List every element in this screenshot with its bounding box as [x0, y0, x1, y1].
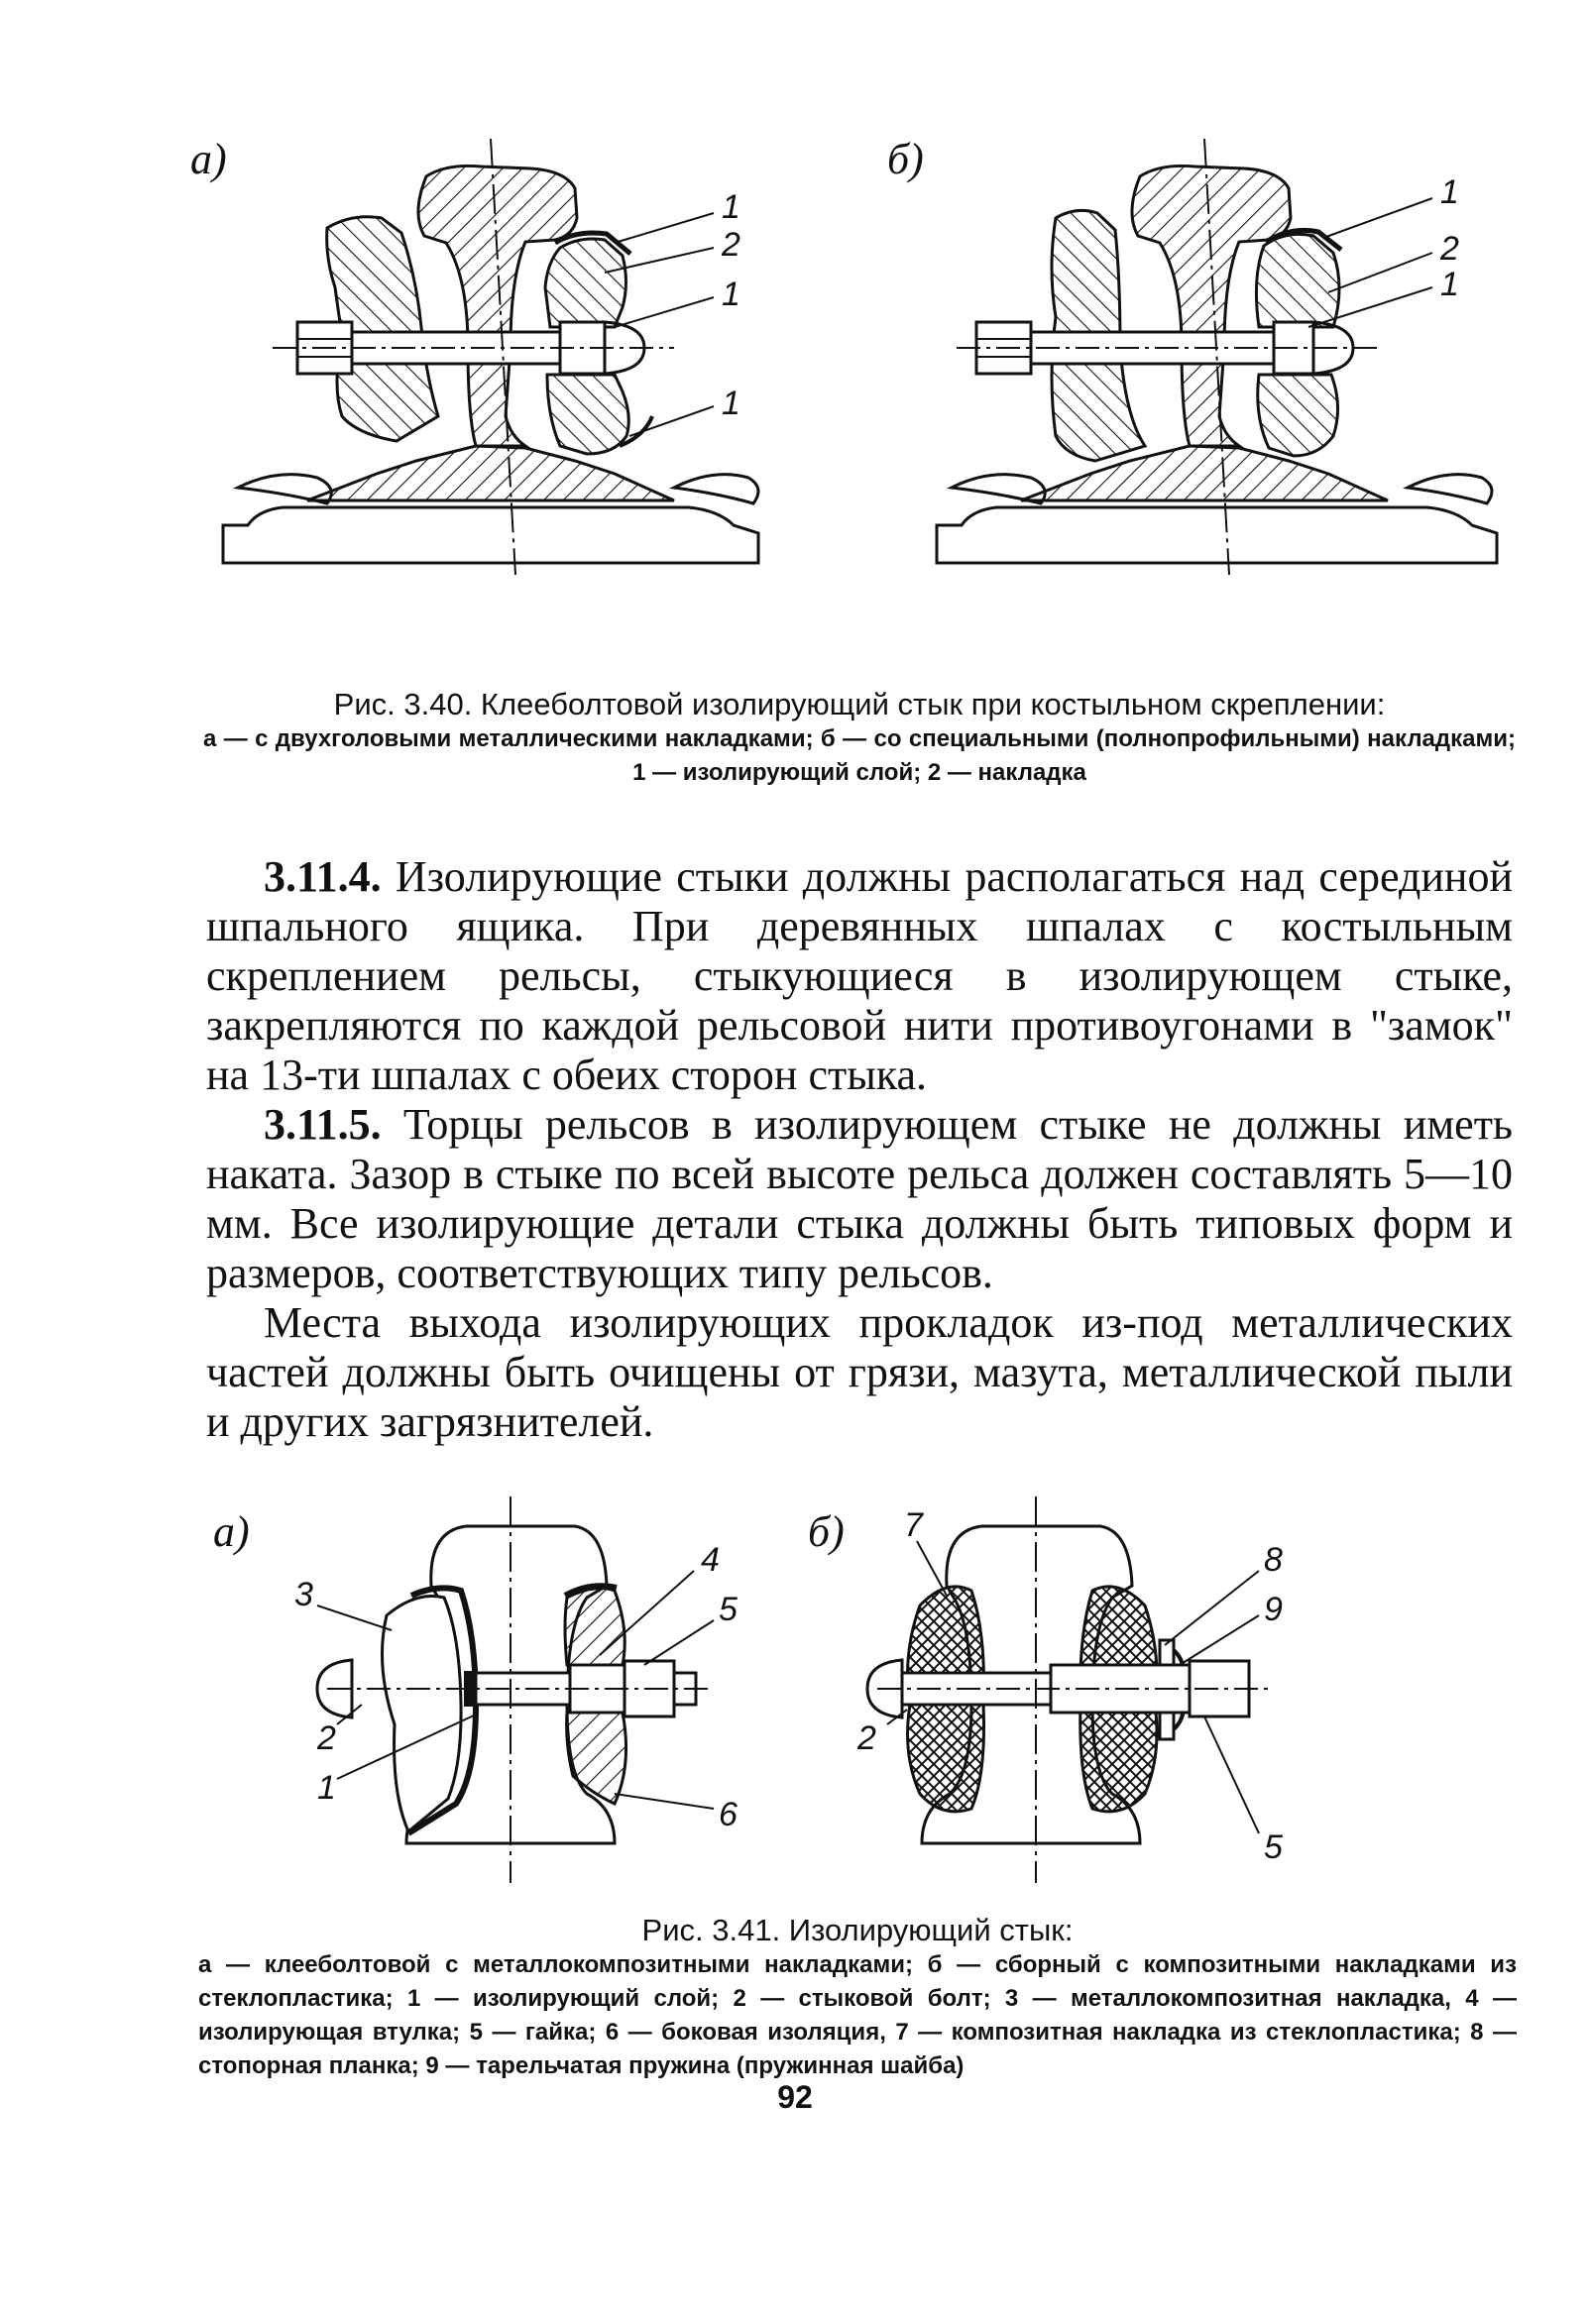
- figure-3-41: [178, 1467, 1527, 1903]
- fig341a-callout-2: 2: [317, 1719, 336, 1757]
- fig340b-callout-2: 2: [1440, 230, 1459, 268]
- fig341a-callout-3: 3: [294, 1576, 313, 1613]
- fig341b-callout-8: 8: [1264, 1541, 1283, 1579]
- fig340a-callout-3: 1: [722, 276, 740, 313]
- fig341-diagram-a: [213, 1496, 738, 1883]
- fig341-caption: [198, 1913, 1517, 2083]
- fig340-label-b: б): [887, 135, 924, 183]
- paragraph-3-11-5: [206, 1100, 1513, 1298]
- figure-3-40: [178, 119, 1527, 634]
- body-text: [206, 852, 1513, 1447]
- fig341-caption-body: а — клееболтовой с металлокомпозитными накладками; б — сборный с композитными накладками из стеклопластика; 1 — изолирующий слой; 2 — стыковой болт; 3 — металлокомпозитная накладка, 4 — изолирующая втулка; 5 — гайка; 6 — боковая изоляция, 7 — композитная накладка из стеклопластика; 8 — стопорная планка; 9 — тарельчатая пружина (пружинная шайба): [198, 1951, 1517, 2079]
- fig341b-callout-2: 2: [857, 1719, 876, 1757]
- fig340-label-a: a): [190, 135, 227, 183]
- paragraph-number: 3.11.5.: [264, 1100, 382, 1149]
- fig341a-callout-6: 6: [719, 1796, 738, 1833]
- fig341-label-b: б): [808, 1507, 845, 1556]
- fig341a-callout-5: 5: [719, 1591, 738, 1628]
- fig341b-callout-5: 5: [1264, 1828, 1283, 1866]
- paragraph-number: 3.11.4.: [264, 852, 382, 901]
- fig340-caption: [203, 687, 1516, 790]
- fig341-diagram-b: [808, 1496, 1283, 1883]
- fig340-caption-title: Рис. 3.40. Клееболтовой изолирующий стык при костыльном скреплении:: [333, 687, 1386, 721]
- fig340a-callout-4: 1: [722, 385, 740, 422]
- fig341b-callout-9: 9: [1264, 1591, 1283, 1628]
- paragraph-text: Торцы рельсов в изолирующем стыке не должны иметь наката. Зазор в стыке по всей высоте рельса должен составлять 5—10 мм. Все изолирующие детали стыка должны быть типовых форм и размеров, соответствующих типу рельсов.: [206, 1100, 1513, 1297]
- page-number: 92: [777, 2079, 813, 2115]
- paragraph-cleaning: Места выхода изолирующих прокладок из-под металлических частей должны быть очищены от грязи, мазута, металлической пыли и других загрязнителей.: [206, 1298, 1513, 1446]
- fig340-caption-body: а — с двухголовыми металлическими накладками; б — со специальными (полнопрофильными) накладками; 1 — изолирующий слой; 2 — накладка: [203, 725, 1516, 786]
- fig340b-callout-3: 1: [1440, 266, 1459, 303]
- fig340b-callout-1: 1: [1440, 173, 1459, 211]
- fig341a-callout-1: 1: [317, 1769, 336, 1807]
- fig341a-callout-4: 4: [701, 1541, 720, 1579]
- paragraph-text: Изолирующие стыки должны располагаться над серединой шпального ящика. При деревянных шпалах с костыльным скреплением рельсы, стыкующиеся в изолирующем стыке, закрепляются по каждой рельсовой нити противоугонами в "замок" на 13-ти шпалах с обеих сторон стыка.: [206, 852, 1513, 1099]
- fig340-diagram-b: [887, 135, 1497, 575]
- paragraph-3-11-4: [206, 852, 1513, 1100]
- fig340a-callout-2: 2: [722, 226, 740, 264]
- fig341-label-a: а): [213, 1507, 250, 1556]
- fig340a-callout-1: 1: [722, 188, 740, 226]
- fig341b-callout-7: 7: [904, 1506, 923, 1544]
- fig341-caption-title: Рис. 3.41. Изолирующий стык:: [641, 1913, 1074, 1947]
- fig340-diagram-a: [190, 135, 758, 575]
